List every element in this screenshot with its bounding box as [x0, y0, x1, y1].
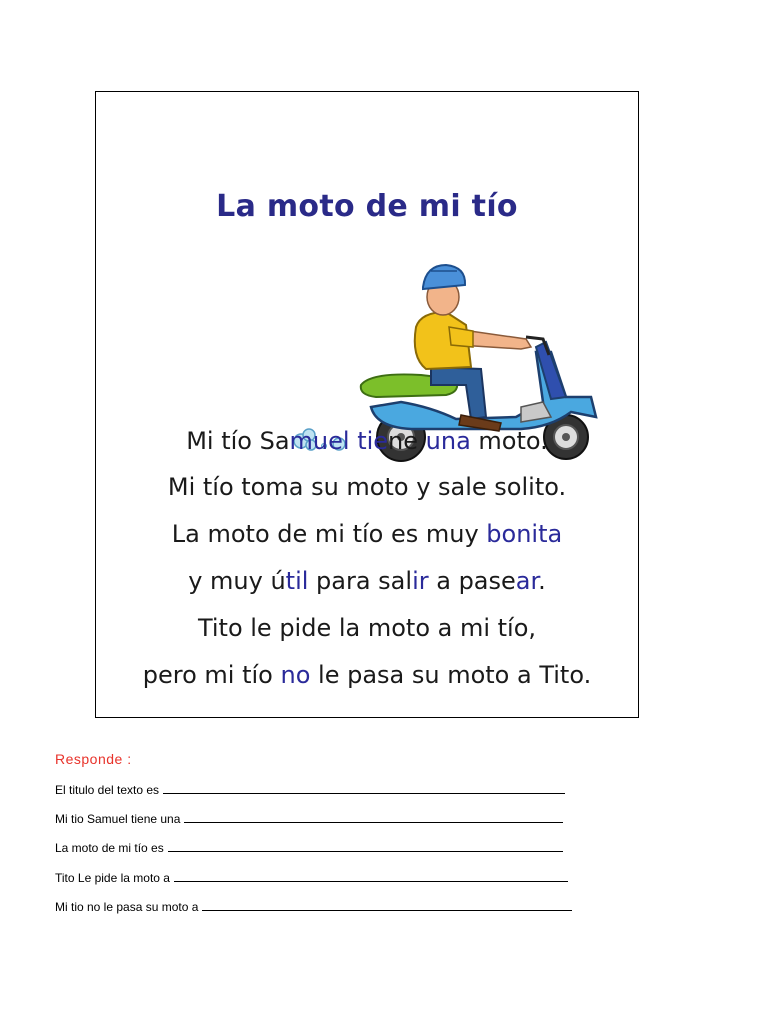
question-text: Tito Le pide la moto a — [55, 871, 170, 885]
question-row — [55, 900, 572, 914]
highlighted-syllable: tie — [357, 427, 389, 455]
question-row — [55, 841, 563, 855]
question-text: Mi tio Samuel tiene una — [55, 812, 181, 826]
answer-blank[interactable] — [184, 812, 563, 823]
story-line — [95, 567, 639, 595]
highlighted-syllable: no — [280, 661, 311, 689]
question-text: Mi tio no le pasa su moto a — [55, 900, 199, 914]
story-line — [95, 614, 639, 642]
story-text-segment: ne — [388, 427, 426, 455]
story-text-segment: Tito le pide la moto a mi tío, — [197, 614, 537, 642]
question-row — [55, 783, 565, 797]
question-row — [55, 871, 568, 885]
highlighted-syllable: ir — [412, 567, 429, 595]
story-text-segment: La moto de mi tío es muy — [171, 520, 487, 548]
answer-blank[interactable] — [163, 783, 565, 794]
answer-blank[interactable] — [202, 900, 572, 911]
answer-blank[interactable] — [174, 871, 568, 882]
story-text-segment: Mi tío toma su moto y sale solito. — [167, 473, 567, 501]
story-text-segment: a pase — [428, 567, 516, 595]
answer-blank[interactable] — [168, 841, 563, 852]
story-line — [95, 427, 639, 455]
story-title: La moto de mi tío — [216, 189, 518, 224]
story-line — [95, 473, 639, 501]
story-text-segment: . — [538, 567, 546, 595]
story-text-segment: moto. — [470, 427, 548, 455]
highlighted-syllable: muel — [289, 427, 350, 455]
question-text: El titulo del texto es — [55, 783, 160, 797]
story-text-segment: Mi tío Sa — [186, 427, 290, 455]
responde-heading: Responde : — [55, 751, 132, 767]
story-text-segment: pero mi tío — [142, 661, 281, 689]
highlighted-syllable: ar — [515, 567, 539, 595]
highlighted-syllable: una — [425, 427, 471, 455]
highlighted-syllable: bonita — [486, 520, 563, 548]
highlighted-syllable: til — [285, 567, 309, 595]
question-row — [55, 812, 563, 826]
story-line — [95, 520, 639, 548]
story-text-segment: le pasa su moto a Tito. — [310, 661, 592, 689]
question-text: La moto de mi tío es — [55, 841, 164, 855]
story-text-segment: para sal — [308, 567, 413, 595]
story-line — [95, 661, 639, 689]
story-text-segment: y muy ú — [188, 567, 286, 595]
